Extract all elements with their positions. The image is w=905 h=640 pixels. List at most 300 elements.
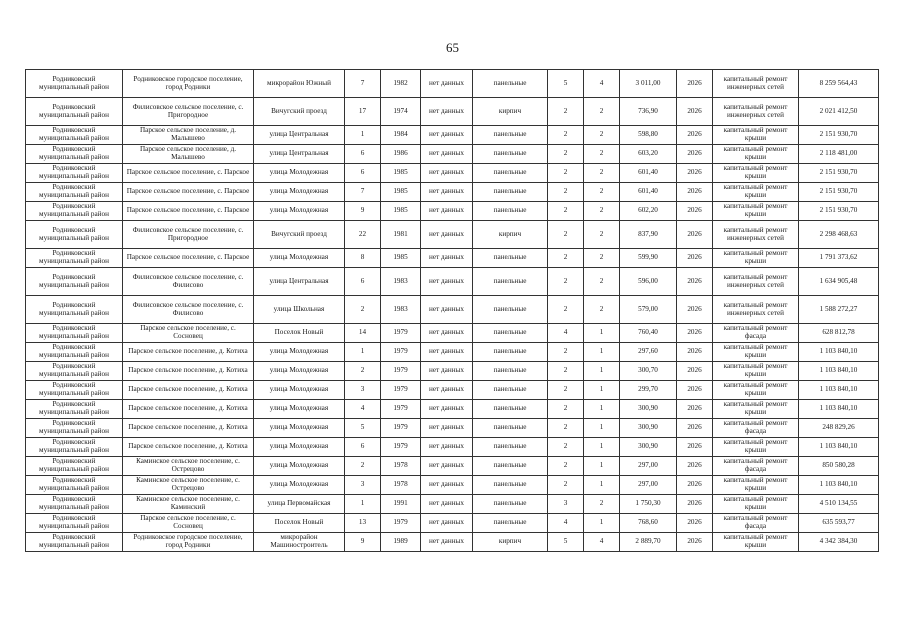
floors-cell: 2 <box>548 457 584 476</box>
settlement-cell: Парское сельское поселение, д. Котиха <box>123 419 254 438</box>
house-number-cell: 9 <box>345 202 381 221</box>
wall-material-cell: кирпич <box>473 533 548 552</box>
wall-material-cell: панельные <box>473 419 548 438</box>
area-cell: 736,90 <box>620 98 677 126</box>
district-cell: Родниковский муниципальный район <box>26 324 123 343</box>
floors-cell: 5 <box>548 70 584 98</box>
floors-cell: 2 <box>548 419 584 438</box>
wall-material-cell: панельные <box>473 324 548 343</box>
repair-type-cell: капитальный ремонт фасада <box>713 324 799 343</box>
data-status-cell: нет данных <box>421 495 473 514</box>
street-cell: улица Молодежная <box>254 343 345 362</box>
housing-repair-table <box>25 69 879 552</box>
district-cell: Родниковский муниципальный район <box>26 343 123 362</box>
area-cell: 3 011,00 <box>620 70 677 98</box>
street-cell: улица Центральная <box>254 268 345 296</box>
area-cell: 768,60 <box>620 514 677 533</box>
entrances-cell: 2 <box>584 221 620 249</box>
area-cell: 837,90 <box>620 221 677 249</box>
wall-material-cell: панельные <box>473 400 548 419</box>
district-cell: Родниковский муниципальный район <box>26 400 123 419</box>
table-row <box>26 145 879 164</box>
house-number-cell: 22 <box>345 221 381 249</box>
house-number-cell: 5 <box>345 419 381 438</box>
settlement-cell: Филисовское сельское поселение, с. Пригородное <box>123 98 254 126</box>
house-number-cell: 13 <box>345 514 381 533</box>
data-status-cell: нет данных <box>421 419 473 438</box>
data-status-cell: нет данных <box>421 514 473 533</box>
table-row <box>26 324 879 343</box>
repair-year-cell: 2026 <box>677 296 713 324</box>
floors-cell: 2 <box>548 249 584 268</box>
year-built-cell: 1985 <box>381 164 421 183</box>
wall-material-cell: панельные <box>473 495 548 514</box>
cost-cell: 635 593,77 <box>799 514 879 533</box>
data-status-cell: нет данных <box>421 70 473 98</box>
wall-material-cell: панельные <box>473 362 548 381</box>
wall-material-cell: панельные <box>473 438 548 457</box>
district-cell: Родниковский муниципальный район <box>26 183 123 202</box>
cost-cell: 2 151 930,70 <box>799 183 879 202</box>
repair-year-cell: 2026 <box>677 324 713 343</box>
district-cell: Родниковский муниципальный район <box>26 495 123 514</box>
table-row <box>26 438 879 457</box>
area-cell: 579,00 <box>620 296 677 324</box>
district-cell: Родниковский муниципальный район <box>26 70 123 98</box>
floors-cell: 2 <box>548 268 584 296</box>
street-cell: улица Школьная <box>254 296 345 324</box>
settlement-cell: Филисовское сельское поселение, с. Пригородное <box>123 221 254 249</box>
cost-cell: 1 791 373,62 <box>799 249 879 268</box>
area-cell: 300,90 <box>620 400 677 419</box>
cost-cell: 4 342 384,30 <box>799 533 879 552</box>
repair-year-cell: 2026 <box>677 400 713 419</box>
floors-cell: 2 <box>548 183 584 202</box>
table-row <box>26 495 879 514</box>
house-number-cell: 2 <box>345 296 381 324</box>
data-status-cell: нет данных <box>421 221 473 249</box>
repair-year-cell: 2026 <box>677 495 713 514</box>
street-cell: микрорайон Южный <box>254 70 345 98</box>
repair-year-cell: 2026 <box>677 381 713 400</box>
year-built-cell: 1991 <box>381 495 421 514</box>
data-status-cell: нет данных <box>421 268 473 296</box>
cost-cell: 2 118 481,00 <box>799 145 879 164</box>
district-cell: Родниковский муниципальный район <box>26 381 123 400</box>
settlement-cell: Родниковское городское поселение, город Родники <box>123 70 254 98</box>
cost-cell: 628 812,78 <box>799 324 879 343</box>
wall-material-cell: панельные <box>473 164 548 183</box>
repair-type-cell: капитальный ремонт инженерных сетей <box>713 221 799 249</box>
wall-material-cell: панельные <box>473 126 548 145</box>
house-number-cell: 7 <box>345 70 381 98</box>
wall-material-cell: панельные <box>473 457 548 476</box>
floors-cell: 2 <box>548 202 584 221</box>
entrances-cell: 2 <box>584 164 620 183</box>
wall-material-cell: панельные <box>473 476 548 495</box>
entrances-cell: 1 <box>584 514 620 533</box>
house-number-cell: 2 <box>345 457 381 476</box>
floors-cell: 2 <box>548 362 584 381</box>
table-row <box>26 98 879 126</box>
repair-type-cell: капитальный ремонт инженерных сетей <box>713 268 799 296</box>
repair-year-cell: 2026 <box>677 476 713 495</box>
year-built-cell: 1979 <box>381 400 421 419</box>
cost-cell: 8 259 564,43 <box>799 70 879 98</box>
table-row <box>26 514 879 533</box>
floors-cell: 4 <box>548 514 584 533</box>
repair-year-cell: 2026 <box>677 362 713 381</box>
entrances-cell: 1 <box>584 381 620 400</box>
area-cell: 601,40 <box>620 164 677 183</box>
table-row <box>26 343 879 362</box>
data-status-cell: нет данных <box>421 249 473 268</box>
table-row <box>26 296 879 324</box>
year-built-cell: 1979 <box>381 438 421 457</box>
cost-cell: 850 580,28 <box>799 457 879 476</box>
district-cell: Родниковский муниципальный район <box>26 419 123 438</box>
entrances-cell: 2 <box>584 183 620 202</box>
entrances-cell: 4 <box>584 533 620 552</box>
settlement-cell: Родниковское городское поселение, город Родники <box>123 533 254 552</box>
repair-type-cell: капитальный ремонт крыши <box>713 400 799 419</box>
page-number: 65 <box>446 40 459 55</box>
year-built-cell: 1978 <box>381 476 421 495</box>
settlement-cell: Каминское сельское поселение, с. Острецово <box>123 476 254 495</box>
repair-type-cell: капитальный ремонт крыши <box>713 249 799 268</box>
street-cell: улица Молодежная <box>254 362 345 381</box>
repair-type-cell: капитальный ремонт инженерных сетей <box>713 98 799 126</box>
repair-type-cell: капитальный ремонт крыши <box>713 145 799 164</box>
settlement-cell: Филисовское сельское поселение, с. Филисово <box>123 296 254 324</box>
entrances-cell: 2 <box>584 495 620 514</box>
street-cell: улица Молодежная <box>254 419 345 438</box>
district-cell: Родниковский муниципальный район <box>26 514 123 533</box>
district-cell: Родниковский муниципальный район <box>26 98 123 126</box>
street-cell: Поселок Новый <box>254 514 345 533</box>
area-cell: 2 889,70 <box>620 533 677 552</box>
district-cell: Родниковский муниципальный район <box>26 268 123 296</box>
year-built-cell: 1984 <box>381 126 421 145</box>
wall-material-cell: панельные <box>473 268 548 296</box>
cost-cell: 2 151 930,70 <box>799 202 879 221</box>
year-built-cell: 1985 <box>381 249 421 268</box>
house-number-cell: 17 <box>345 98 381 126</box>
house-number-cell: 4 <box>345 400 381 419</box>
area-cell: 598,80 <box>620 126 677 145</box>
street-cell: улица Молодежная <box>254 164 345 183</box>
repair-type-cell: капитальный ремонт крыши <box>713 343 799 362</box>
settlement-cell: Парское сельское поселение, д. Котиха <box>123 381 254 400</box>
table-row <box>26 476 879 495</box>
table-row <box>26 362 879 381</box>
settlement-cell: Парское сельское поселение, д. Котиха <box>123 400 254 419</box>
repair-type-cell: капитальный ремонт крыши <box>713 495 799 514</box>
house-number-cell: 1 <box>345 343 381 362</box>
table-row <box>26 164 879 183</box>
entrances-cell: 2 <box>584 268 620 296</box>
house-number-cell: 8 <box>345 249 381 268</box>
repair-year-cell: 2026 <box>677 202 713 221</box>
data-status-cell: нет данных <box>421 533 473 552</box>
street-cell: улица Молодежная <box>254 476 345 495</box>
cost-cell: 1 588 272,27 <box>799 296 879 324</box>
floors-cell: 2 <box>548 476 584 495</box>
repair-year-cell: 2026 <box>677 268 713 296</box>
year-built-cell: 1983 <box>381 296 421 324</box>
year-built-cell: 1985 <box>381 202 421 221</box>
area-cell: 602,20 <box>620 202 677 221</box>
entrances-cell: 4 <box>584 70 620 98</box>
area-cell: 300,90 <box>620 419 677 438</box>
table-row <box>26 268 879 296</box>
entrances-cell: 1 <box>584 362 620 381</box>
district-cell: Родниковский муниципальный район <box>26 221 123 249</box>
table-row <box>26 533 879 552</box>
house-number-cell: 14 <box>345 324 381 343</box>
wall-material-cell: панельные <box>473 145 548 164</box>
district-cell: Родниковский муниципальный район <box>26 362 123 381</box>
table-row <box>26 249 879 268</box>
repair-type-cell: капитальный ремонт крыши <box>713 126 799 145</box>
settlement-cell: Парское сельское поселение, с. Парское <box>123 249 254 268</box>
floors-cell: 3 <box>548 495 584 514</box>
settlement-cell: Парское сельское поселение, с. Сосновец <box>123 324 254 343</box>
settlement-cell: Парское сельское поселение, с. Парское <box>123 183 254 202</box>
cost-cell: 1 103 840,10 <box>799 343 879 362</box>
house-number-cell: 2 <box>345 362 381 381</box>
repair-year-cell: 2026 <box>677 126 713 145</box>
data-status-cell: нет данных <box>421 324 473 343</box>
settlement-cell: Филисовское сельское поселение, с. Филисово <box>123 268 254 296</box>
repair-type-cell: капитальный ремонт крыши <box>713 362 799 381</box>
street-cell: улица Молодежная <box>254 400 345 419</box>
settlement-cell: Парское сельское поселение, д. Котиха <box>123 438 254 457</box>
street-cell: улица Молодежная <box>254 183 345 202</box>
area-cell: 1 750,30 <box>620 495 677 514</box>
data-status-cell: нет данных <box>421 183 473 202</box>
data-status-cell: нет данных <box>421 296 473 324</box>
data-status-cell: нет данных <box>421 476 473 495</box>
street-cell: Вичугский проезд <box>254 98 345 126</box>
year-built-cell: 1979 <box>381 419 421 438</box>
year-built-cell: 1974 <box>381 98 421 126</box>
repair-type-cell: капитальный ремонт крыши <box>713 164 799 183</box>
settlement-cell: Парское сельское поселение, д. Малышево <box>123 126 254 145</box>
repair-year-cell: 2026 <box>677 438 713 457</box>
cost-cell: 248 829,26 <box>799 419 879 438</box>
street-cell: улица Молодежная <box>254 457 345 476</box>
repair-year-cell: 2026 <box>677 249 713 268</box>
street-cell: улица Центральная <box>254 126 345 145</box>
data-status-cell: нет данных <box>421 145 473 164</box>
district-cell: Родниковский муниципальный район <box>26 249 123 268</box>
settlement-cell: Каминское сельское поселение, с. Острецово <box>123 457 254 476</box>
repair-type-cell: капитальный ремонт крыши <box>713 381 799 400</box>
repair-type-cell: капитальный ремонт фасада <box>713 457 799 476</box>
floors-cell: 4 <box>548 324 584 343</box>
area-cell: 760,40 <box>620 324 677 343</box>
repair-year-cell: 2026 <box>677 457 713 476</box>
entrances-cell: 1 <box>584 324 620 343</box>
area-cell: 297,00 <box>620 476 677 495</box>
district-cell: Родниковский муниципальный район <box>26 438 123 457</box>
entrances-cell: 2 <box>584 202 620 221</box>
floors-cell: 2 <box>548 381 584 400</box>
street-cell: улица Центральная <box>254 145 345 164</box>
street-cell: улица Молодежная <box>254 202 345 221</box>
entrances-cell: 1 <box>584 400 620 419</box>
cost-cell: 1 103 840,10 <box>799 381 879 400</box>
entrances-cell: 1 <box>584 476 620 495</box>
settlement-cell: Парское сельское поселение, с. Сосновец <box>123 514 254 533</box>
wall-material-cell: панельные <box>473 381 548 400</box>
district-cell: Родниковский муниципальный район <box>26 126 123 145</box>
wall-material-cell: кирпич <box>473 221 548 249</box>
district-cell: Родниковский муниципальный район <box>26 164 123 183</box>
house-number-cell: 3 <box>345 381 381 400</box>
house-number-cell: 3 <box>345 476 381 495</box>
data-status-cell: нет данных <box>421 381 473 400</box>
repair-year-cell: 2026 <box>677 145 713 164</box>
wall-material-cell: панельные <box>473 249 548 268</box>
year-built-cell: 1986 <box>381 145 421 164</box>
year-built-cell: 1989 <box>381 533 421 552</box>
table-row <box>26 457 879 476</box>
floors-cell: 2 <box>548 221 584 249</box>
house-number-cell: 6 <box>345 145 381 164</box>
year-built-cell: 1979 <box>381 514 421 533</box>
repair-type-cell: капитальный ремонт крыши <box>713 183 799 202</box>
year-built-cell: 1979 <box>381 343 421 362</box>
repair-type-cell: капитальный ремонт крыши <box>713 202 799 221</box>
table-row <box>26 126 879 145</box>
cost-cell: 1 103 840,10 <box>799 438 879 457</box>
district-cell: Родниковский муниципальный район <box>26 296 123 324</box>
area-cell: 596,00 <box>620 268 677 296</box>
year-built-cell: 1978 <box>381 457 421 476</box>
floors-cell: 2 <box>548 438 584 457</box>
cost-cell: 1 103 840,10 <box>799 362 879 381</box>
repair-type-cell: капитальный ремонт инженерных сетей <box>713 296 799 324</box>
floors-cell: 5 <box>548 533 584 552</box>
entrances-cell: 1 <box>584 343 620 362</box>
repair-type-cell: капитальный ремонт инженерных сетей <box>713 70 799 98</box>
house-number-cell: 6 <box>345 268 381 296</box>
repair-year-cell: 2026 <box>677 221 713 249</box>
district-cell: Родниковский муниципальный район <box>26 476 123 495</box>
floors-cell: 2 <box>548 145 584 164</box>
settlement-cell: Парское сельское поселение, с. Парское <box>123 164 254 183</box>
area-cell: 300,90 <box>620 438 677 457</box>
floors-cell: 2 <box>548 296 584 324</box>
year-built-cell: 1979 <box>381 381 421 400</box>
street-cell: Поселок Новый <box>254 324 345 343</box>
house-number-cell: 6 <box>345 438 381 457</box>
data-status-cell: нет данных <box>421 362 473 381</box>
floors-cell: 2 <box>548 164 584 183</box>
year-built-cell: 1982 <box>381 70 421 98</box>
entrances-cell: 1 <box>584 419 620 438</box>
repair-year-cell: 2026 <box>677 419 713 438</box>
wall-material-cell: панельные <box>473 183 548 202</box>
table-row <box>26 400 879 419</box>
data-status-cell: нет данных <box>421 438 473 457</box>
settlement-cell: Парское сельское поселение, д. Котиха <box>123 362 254 381</box>
entrances-cell: 2 <box>584 145 620 164</box>
repair-type-cell: капитальный ремонт крыши <box>713 533 799 552</box>
house-number-cell: 1 <box>345 495 381 514</box>
repair-type-cell: капитальный ремонт фасада <box>713 514 799 533</box>
data-status-cell: нет данных <box>421 400 473 419</box>
area-cell: 297,60 <box>620 343 677 362</box>
wall-material-cell: панельные <box>473 202 548 221</box>
area-cell: 603,20 <box>620 145 677 164</box>
data-status-cell: нет данных <box>421 343 473 362</box>
repair-year-cell: 2026 <box>677 343 713 362</box>
repair-type-cell: капитальный ремонт крыши <box>713 438 799 457</box>
data-status-cell: нет данных <box>421 164 473 183</box>
data-status-cell: нет данных <box>421 202 473 221</box>
area-cell: 300,70 <box>620 362 677 381</box>
data-status-cell: нет данных <box>421 98 473 126</box>
repair-year-cell: 2026 <box>677 70 713 98</box>
entrances-cell: 2 <box>584 126 620 145</box>
year-built-cell: 1983 <box>381 268 421 296</box>
repair-type-cell: капитальный ремонт крыши <box>713 476 799 495</box>
cost-cell: 2 021 412,50 <box>799 98 879 126</box>
street-cell: Вичугский проезд <box>254 221 345 249</box>
repair-year-cell: 2026 <box>677 183 713 202</box>
area-cell: 297,00 <box>620 457 677 476</box>
floors-cell: 2 <box>548 400 584 419</box>
wall-material-cell: панельные <box>473 296 548 324</box>
wall-material-cell: панельные <box>473 343 548 362</box>
data-status-cell: нет данных <box>421 126 473 145</box>
table-row <box>26 183 879 202</box>
house-number-cell: 6 <box>345 164 381 183</box>
area-cell: 601,40 <box>620 183 677 202</box>
house-number-cell: 7 <box>345 183 381 202</box>
table-row <box>26 202 879 221</box>
floors-cell: 2 <box>548 343 584 362</box>
repair-year-cell: 2026 <box>677 533 713 552</box>
repair-year-cell: 2026 <box>677 98 713 126</box>
wall-material-cell: кирпич <box>473 98 548 126</box>
settlement-cell: Парское сельское поселение, д. Котиха <box>123 343 254 362</box>
street-cell: улица Молодежная <box>254 438 345 457</box>
district-cell: Родниковский муниципальный район <box>26 457 123 476</box>
settlement-cell: Парское сельское поселение, с. Парское <box>123 202 254 221</box>
street-cell: микрорайон Машиностроитель <box>254 533 345 552</box>
year-built-cell: 1979 <box>381 324 421 343</box>
year-built-cell: 1981 <box>381 221 421 249</box>
cost-cell: 1 634 905,48 <box>799 268 879 296</box>
cost-cell: 1 103 840,10 <box>799 400 879 419</box>
cost-cell: 2 151 930,70 <box>799 164 879 183</box>
entrances-cell: 2 <box>584 296 620 324</box>
street-cell: улица Первомайская <box>254 495 345 514</box>
year-built-cell: 1985 <box>381 183 421 202</box>
district-cell: Родниковский муниципальный район <box>26 145 123 164</box>
house-number-cell: 1 <box>345 126 381 145</box>
area-cell: 299,70 <box>620 381 677 400</box>
data-status-cell: нет данных <box>421 457 473 476</box>
entrances-cell: 1 <box>584 457 620 476</box>
cost-cell: 1 103 840,10 <box>799 476 879 495</box>
entrances-cell: 1 <box>584 438 620 457</box>
repair-type-cell: капитальный ремонт фасада <box>713 419 799 438</box>
